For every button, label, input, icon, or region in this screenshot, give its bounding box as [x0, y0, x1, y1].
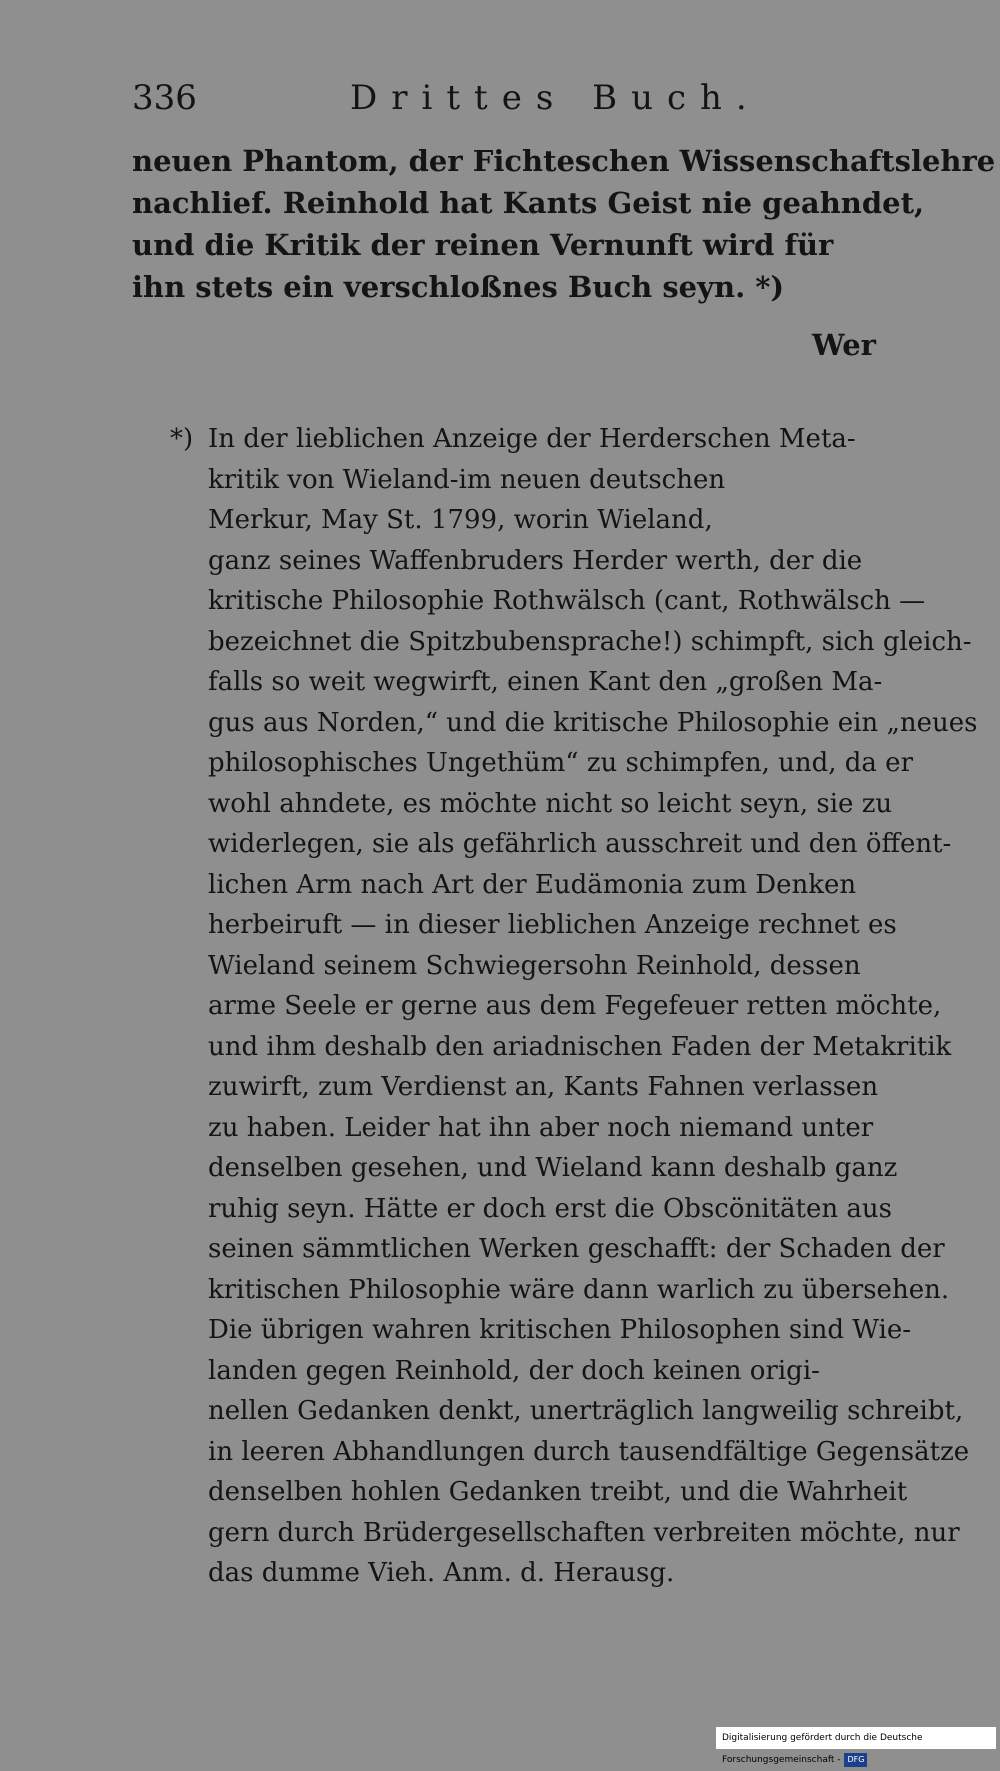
footnote-line: falls so weit wegwirft, einen Kant den „großen Ma- [208, 667, 883, 697]
footnote-line [170, 419, 898, 460]
footnote-line: ruhig seyn. Hätte er doch erst die Obscönitäten aus [208, 1193, 892, 1224]
digitization-credit [716, 1727, 996, 1765]
text-line: und die Kritik der reinen Vernunft wird für [132, 228, 834, 262]
footnote-line: und ihm deshalb den ariadnischen Faden der Metakritik [208, 1031, 952, 1062]
footnote-line: seinen sämmtlichen Werken geschafft: der Schaden der [208, 1234, 945, 1264]
footnote-line: herbeiruft — in dieser lieblichen Anzeige rechnet es [208, 910, 897, 940]
footnote-line: Die übrigen wahren kritischen Philosophen sind Wie- [208, 1315, 911, 1345]
digitization-credit-text: Digitalisierung gefördert durch die Deutsche Forschungsgemeinschaft - [722, 1733, 923, 1765]
footnote-line: landen gegen Reinhold, der doch keinen origi- [208, 1355, 820, 1386]
footnote-line: Wieland seinem Schwiegersohn Reinhold, dessen [208, 950, 861, 981]
page-header [132, 72, 892, 124]
footnote-line: ganz seines Waffenbruders Herder werth, der die [208, 545, 863, 576]
footnote-line: wohl ahndete, es möchte nicht so leicht seyn, sie zu [208, 788, 893, 819]
footnote-line: philosophisches Ungethüm“ zu schimpfen, und, da er [208, 748, 913, 778]
footnote-line: das dumme Vieh. Anm. d. Herausg. [208, 1558, 675, 1588]
footnote-line: Merkur, May St. 1799, worin Wieland, [208, 505, 713, 535]
footnote-line: widerlegen, sie als gefährlich ausschreit und den öffent- [208, 829, 952, 859]
footnote-line: lichen Arm nach Art der Eudämonia zum Denken [208, 869, 857, 900]
footnote-line: denselben hohlen Gedanken treibt, und die Wahrheit [208, 1477, 908, 1507]
page-number: 336 [132, 78, 197, 118]
footnote-line: kritischen Philosophie wäre dann warlich zu übersehen. [208, 1274, 950, 1305]
footnote-line: kritik von Wieland-im neuen deutschen [208, 464, 726, 495]
text-line: nachlief. Reinhold hat Kants Geist nie geahndet, [132, 186, 925, 220]
footnote-line: gus aus Norden,“ und die kritische Philosophie ein „neues [208, 707, 978, 738]
dfg-logo: DFG [844, 1753, 867, 1767]
footnote-line: zuwirft, zum Verdienst an, Kants Fahnen verlassen [208, 1072, 879, 1102]
footnote-line: denselben gesehen, und Wieland kann deshalb ganz [208, 1153, 898, 1183]
footnote-line: zu haben. Leider hat ihn aber noch niemand unter [208, 1112, 874, 1143]
footnote-line: kritische Philosophie Rothwälsch (cant, Rothwälsch — [208, 586, 926, 616]
footnote [170, 419, 978, 1594]
text-line: ihn stets ein verschloßnes Buch seyn. *) [132, 270, 785, 304]
main-text [132, 140, 996, 308]
footnote-line: nellen Gedanken denkt, unerträglich langweilig schreibt, [208, 1396, 964, 1426]
footnote-line: gern durch Brüdergesellschaften verbreiten möchte, nur [208, 1517, 960, 1548]
footnote-line-text: In der lieblichen Anzeige der Herderschen Meta- [208, 424, 856, 454]
footnote-line: in leeren Abhandlungen durch tausendfältige Gegensätze [208, 1436, 970, 1467]
footnote-line: arme Seele er gerne aus dem Fegefeuer retten möchte, [208, 991, 942, 1021]
catchword: Wer [812, 328, 876, 362]
running-head: Drittes Buch. [350, 78, 761, 118]
footnote-line: bezeichnet die Spitzbubensprache!) schimpft, sich gleich- [208, 626, 972, 657]
footnote-marker: *) [170, 424, 194, 454]
text-line: neuen Phantom, der Fichteschen Wissenschaftslehre [132, 144, 996, 178]
